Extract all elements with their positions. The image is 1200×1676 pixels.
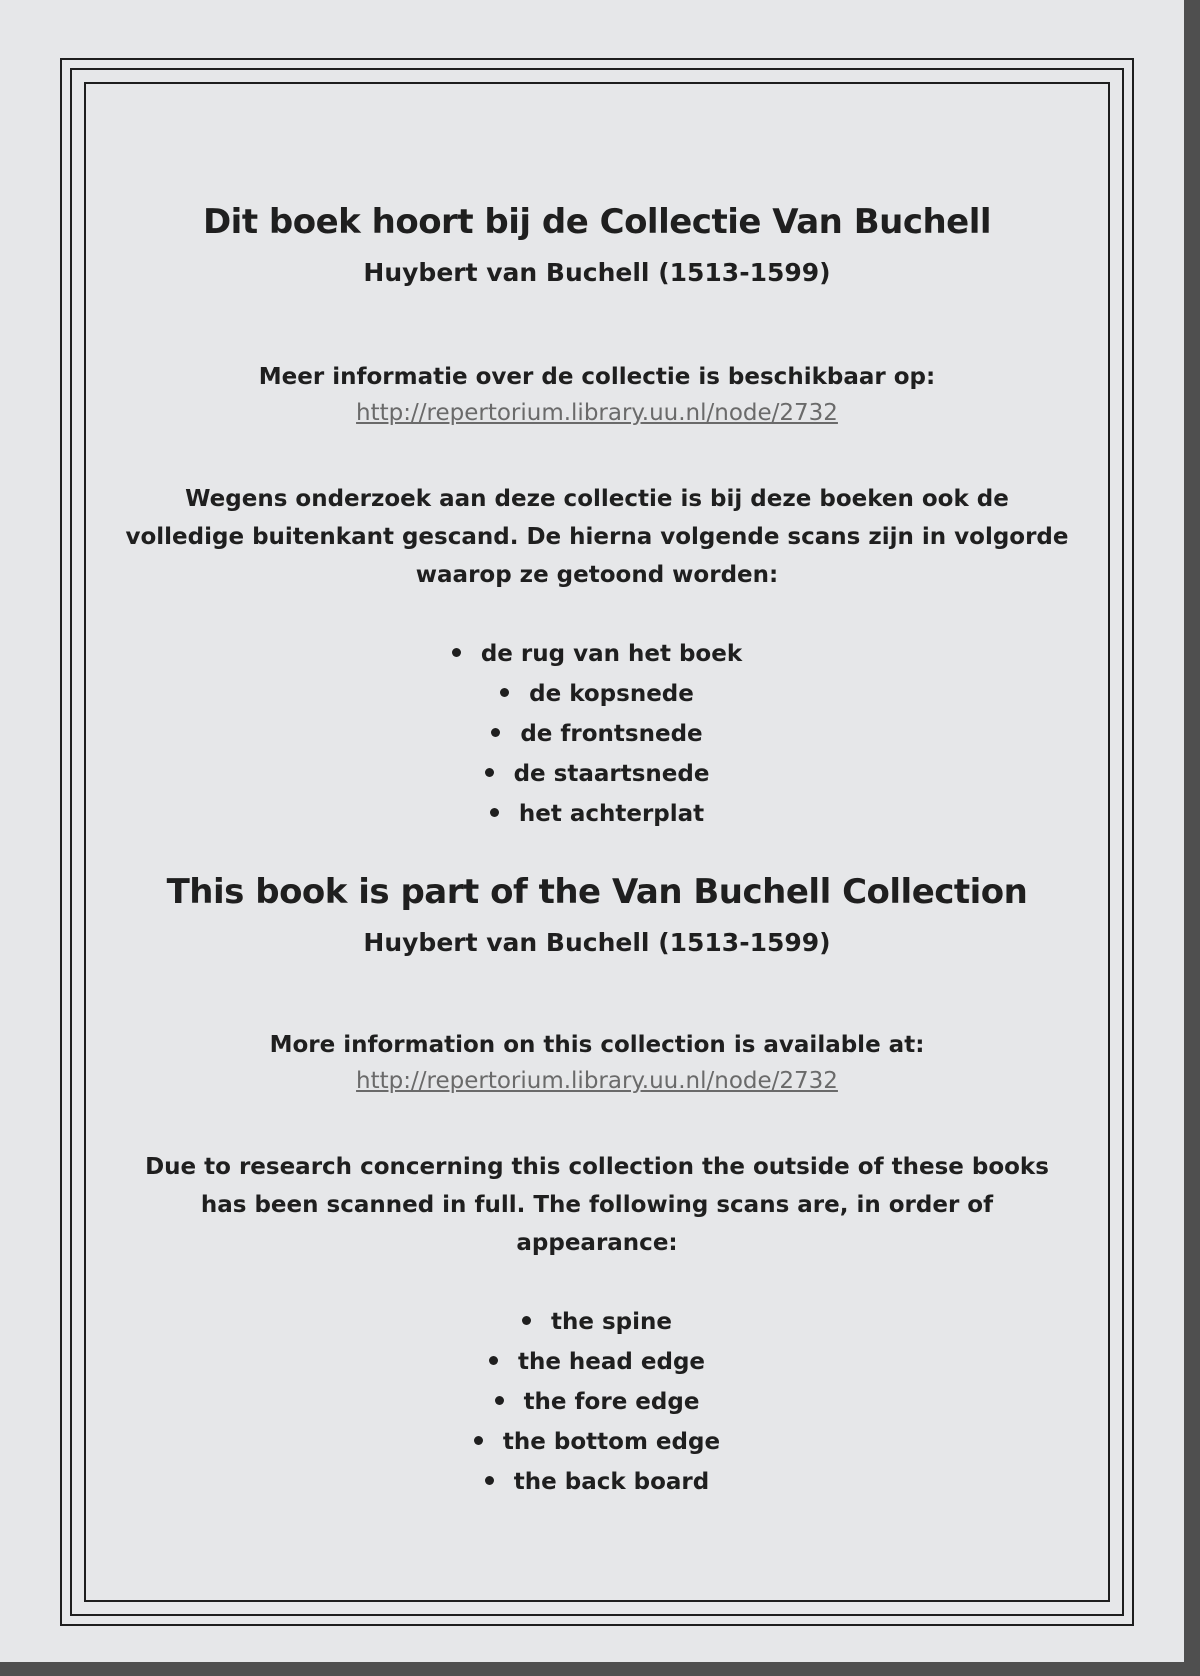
bullet-icon [490, 808, 499, 817]
english-scan-list [84, 1302, 1110, 1502]
english-title: This book is part of the Van Buchell Collection [166, 872, 1028, 912]
bullet-icon [474, 1436, 483, 1445]
english-subtitle: Huybert van Buchell (1513-1599) [363, 928, 831, 957]
bullet-icon [495, 1396, 504, 1405]
dutch-title: Dit boek hoort bij de Collectie Van Buchell [202, 202, 992, 242]
dutch-link [84, 400, 1110, 426]
list-item: de staartsnede [84, 754, 1110, 794]
list-item: the back board [84, 1462, 1110, 1502]
dutch-subtitle: Huybert van Buchell (1513-1599) [363, 258, 831, 287]
list-item: the fore edge [84, 1382, 1110, 1422]
dutch-scan-list [84, 634, 1110, 834]
bullet-icon [491, 728, 500, 737]
scanner-background-right [1184, 0, 1200, 1676]
list-item: the head edge [84, 1342, 1110, 1382]
bullet-icon [485, 1476, 494, 1485]
bullet-icon [452, 648, 461, 657]
list-item: de rug van het boek [84, 634, 1110, 674]
notice-content [84, 82, 1110, 1602]
english-info-text: More information on this collection is available at: [269, 1032, 925, 1058]
bullet-icon [500, 688, 509, 697]
dutch-link-anchor[interactable]: http://repertorium.library.uu.nl/node/2732 [356, 400, 838, 426]
english-link [84, 1068, 1110, 1094]
list-item: het achterplat [84, 794, 1110, 834]
english-description: Due to research concerning this collection the outside of these books has been scanned in full. The following scans are, in order of appearance: [145, 1154, 1049, 1256]
dutch-description: Wegens onderzoek aan deze collectie is bij deze boeken ook de volledige buitenkant gescand. De hierna volgende scans zijn in volgorde waarop ze getoond worden: [125, 486, 1069, 588]
bullet-icon [522, 1316, 531, 1325]
english-link-anchor[interactable]: http://repertorium.library.uu.nl/node/2732 [356, 1068, 838, 1094]
bullet-icon [485, 768, 494, 777]
list-item: de frontsnede [84, 714, 1110, 754]
scanner-background-bottom [0, 1662, 1200, 1676]
bullet-icon [489, 1356, 498, 1365]
list-item: the bottom edge [84, 1422, 1110, 1462]
dutch-info-text: Meer informatie over de collectie is beschikbaar op: [258, 364, 936, 390]
list-item: de kopsnede [84, 674, 1110, 714]
list-item: the spine [84, 1302, 1110, 1342]
